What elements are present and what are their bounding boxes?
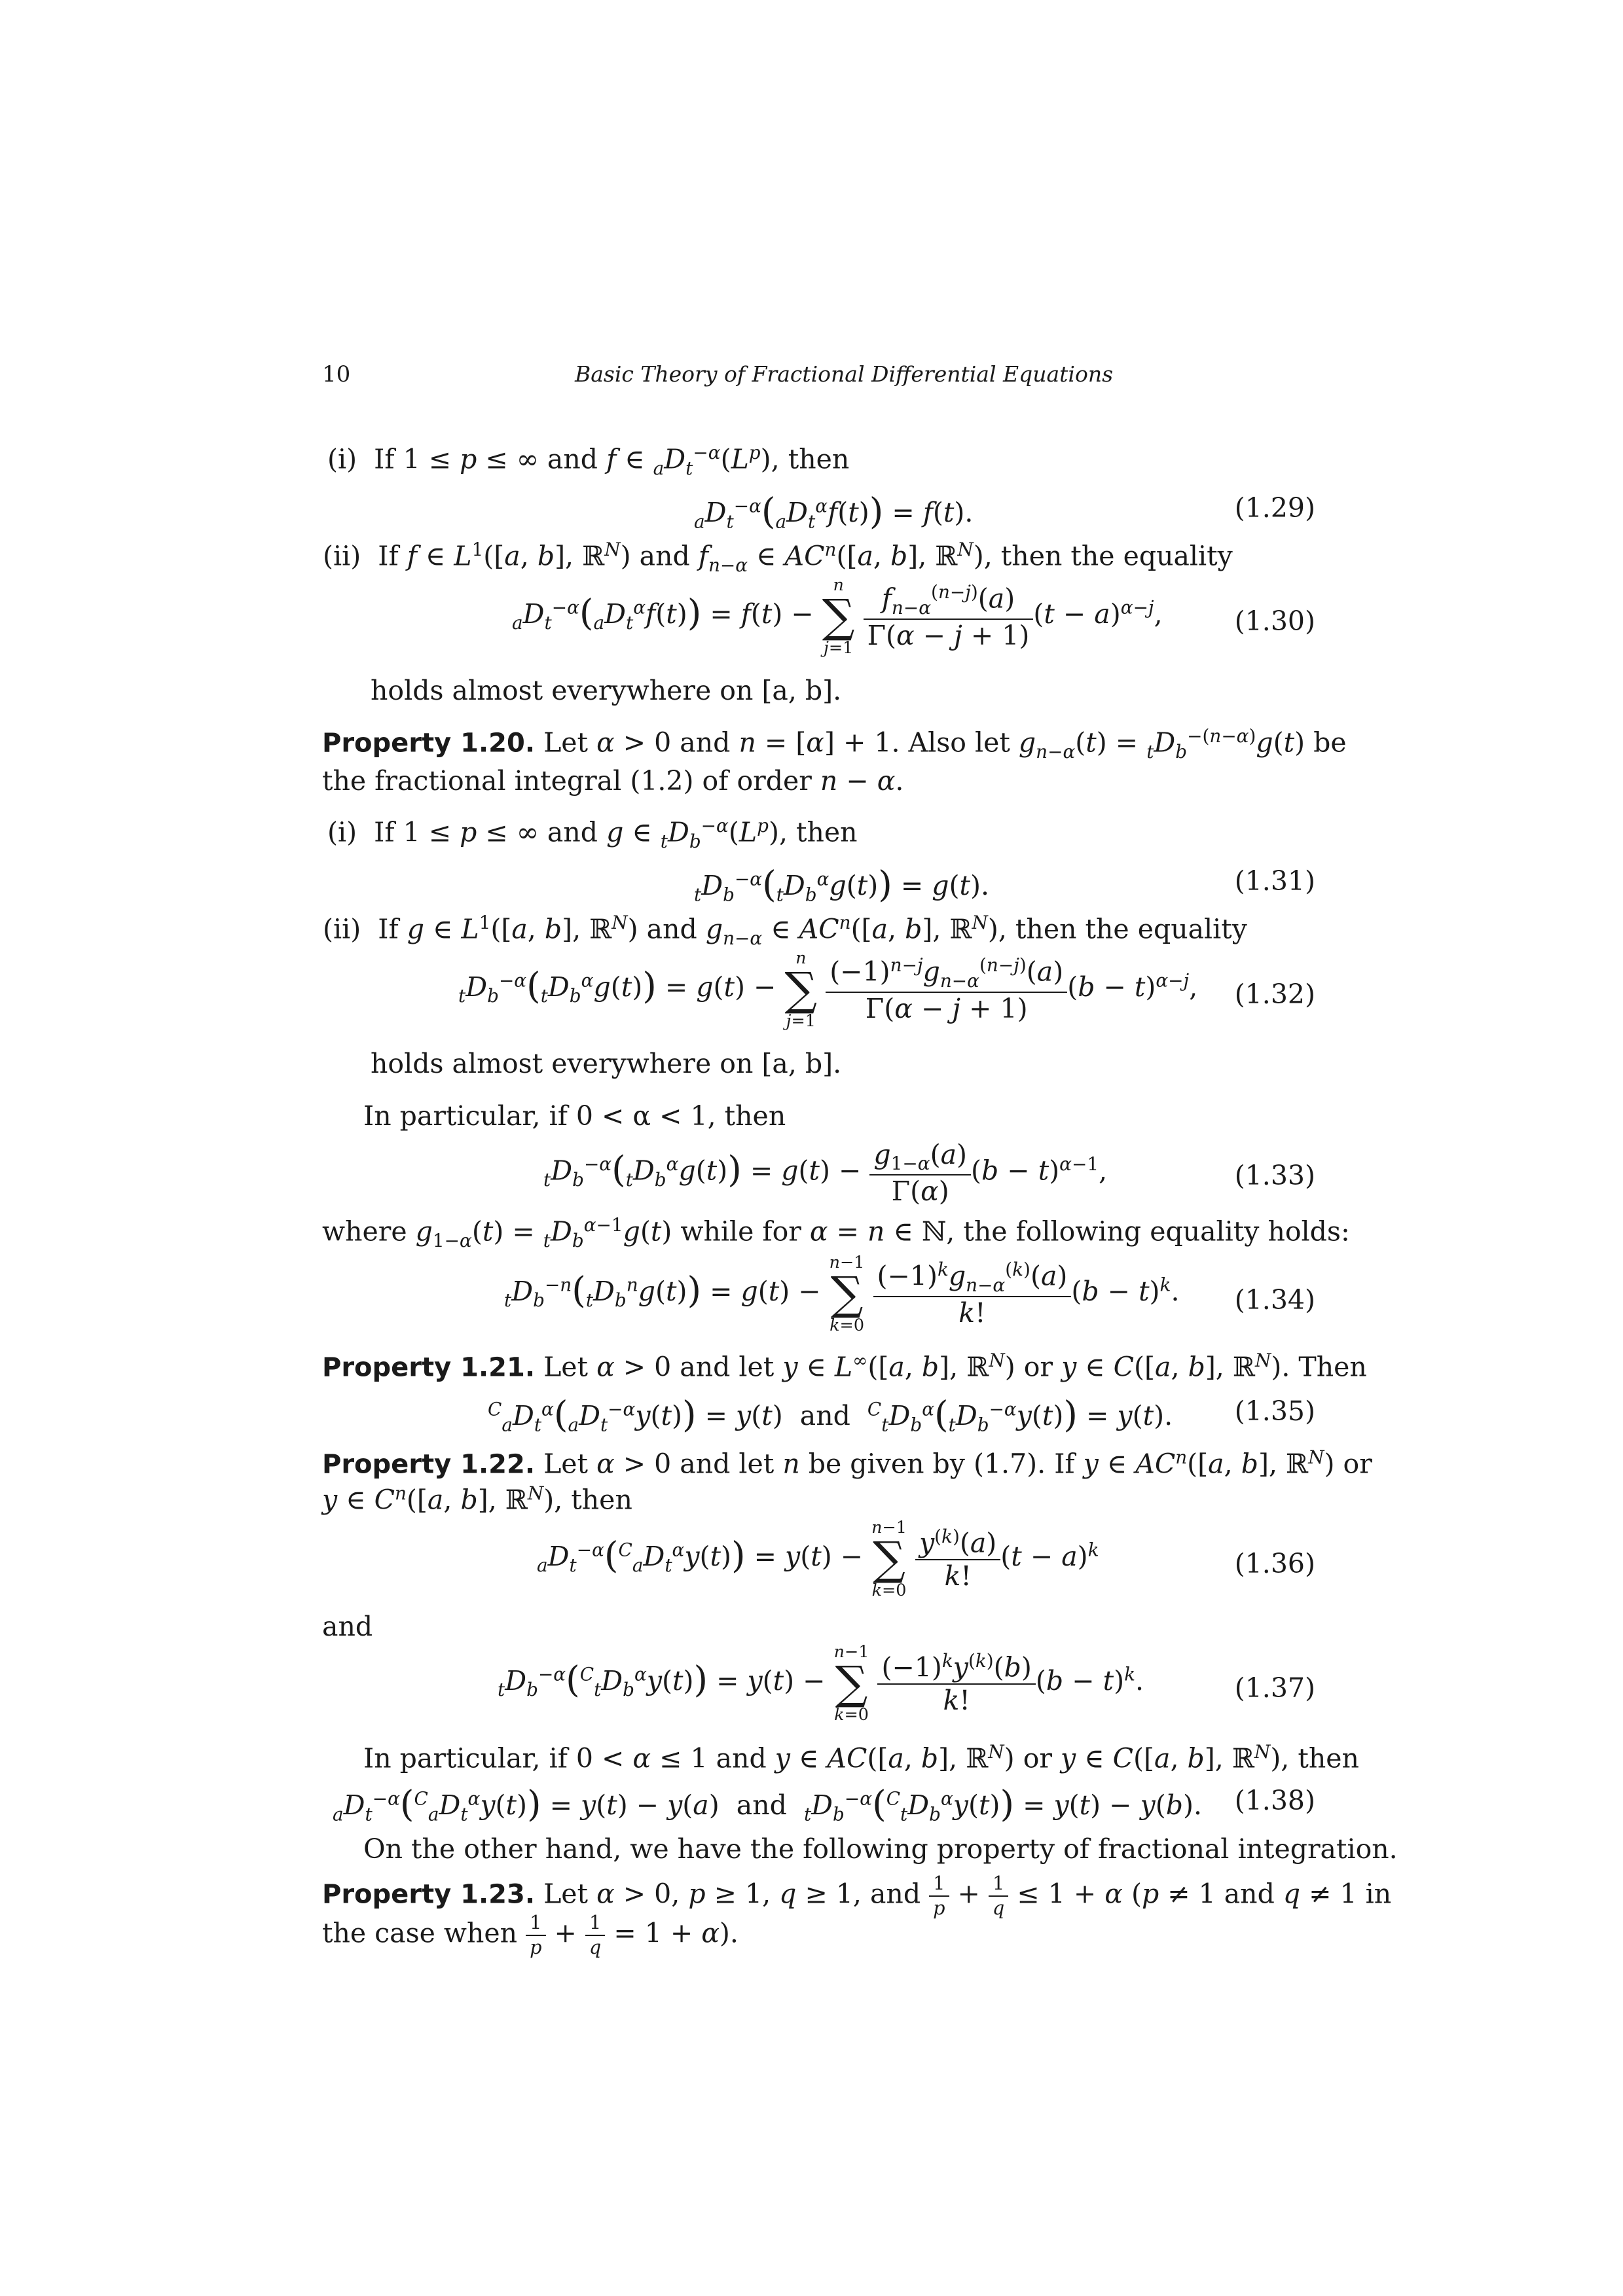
- equation-1-30: $_aD_t^{-\alpha}(_aD_t^\alpha f(t)) = f(t)$ − n ∑ j=1 $\frac{f_{n-\alpha}^{(n-j)}(a)}{\Gamma(\alpha - j + 1)}$ $(t - a)^{\alpha-j}$,: [512, 575, 1163, 658]
- equation-1-34: $_tD_b^{-n}(_tD_b^ng(t)) = g(t)$ − n−1 ∑ k=0 $\frac{(-1)^kg_{n-\alpha}^{(k)}(a)}{k!}$ $(b - t)^k$.: [504, 1252, 1180, 1335]
- holds-text-1: holds almost everywhere on [a, b].: [371, 675, 842, 706]
- running-title: Basic Theory of Fractional Differential Equations: [575, 361, 1114, 387]
- item-i-2: (i) If 1 ≤ p ≤ ∞ and g ∈ $_tD_b^{-\alpha}(L^p)$, then: [327, 815, 858, 852]
- eq-number-1-34: (1.34): [1234, 1284, 1315, 1316]
- in-particular-2: In particular, if 0 < α ≤ 1 and y ∈ AC([a, b], ℝ$^N$) or y ∈ C([a, b], ℝ$^N$), then: [363, 1741, 1359, 1774]
- equation-1-37: $_tD_b^{-\alpha}(^C_tD_b^\alpha y(t)) = y(t)$ − n−1 ∑ k=0 $\frac{(-1)^ky^{(k)}(b)}{k!}$ $(b - t)^k$.: [498, 1641, 1144, 1725]
- property-1-20-line2: the fractional integral (1.2) of order n − α.: [322, 765, 904, 797]
- property-1-21-label: Property 1.21.: [322, 1352, 536, 1383]
- equation-1-38: $_aD_t^{-\alpha}(^C_aD_t^\alpha y(t)) = y(t) - y(a)$ and $_tD_b^{-\alpha}(^C_tD_b^\alpha y(t)) = y(t) - y(b)$.: [333, 1784, 1202, 1825]
- property-1-20-label: Property 1.20.: [322, 728, 536, 759]
- property-1-22-label: Property 1.22.: [322, 1449, 536, 1480]
- property-1-23: Property 1.23. Let α > 0, p ≥ 1, q ≥ 1, and $\frac{1}{p}$ + $\frac{1}{q}$ ≤ 1 + α (p ≠ 1 and q ≠ 1 in: [322, 1872, 1392, 1919]
- property-1-23-label: Property 1.23.: [322, 1879, 536, 1910]
- property-1-21: Property 1.21. Let α > 0 and let y ∈ L∞([a, b], ℝ$^N$) or y ∈ C([a, b], ℝ$^N$). Then: [322, 1350, 1367, 1383]
- holds-text-2: holds almost everywhere on [a, b].: [371, 1048, 842, 1079]
- property-1-23-line2: the case when $\frac{1}{p}$ + $\frac{1}{q}$ = 1 + α).: [322, 1911, 739, 1958]
- equation-1-31: $_tD_b^{-\alpha}(_tD_b^\alpha g(t)) = g(t)$.: [694, 864, 989, 906]
- equation-1-36: $_aD_t^{-\alpha}(^C_aD_t^\alpha y(t)) = y(t)$ − n−1 ∑ k=0 $\frac{y^{(k)}(a)}{k!}$ $(t - a)^k$: [537, 1517, 1099, 1600]
- item-i-1: (i) If 1 ≤ p ≤ ∞ and f ∈ $_aD_t^{-\alpha}(L^p)$, then: [327, 442, 850, 479]
- equation-1-29: $_aD_t^{-\alpha}(_aD_t^\alpha f(t)) = f(t)$.: [694, 491, 974, 533]
- eq-number-1-35: (1.35): [1234, 1395, 1315, 1427]
- equation-1-35: $^C_aD_t^\alpha(_aD_t^{-\alpha}y(t)) = y(t)$ and $^C_tD_b^\alpha(_tD_b^{-\alpha}y(t)) = y(t)$.: [488, 1394, 1173, 1436]
- equation-1-33: $_tD_b^{-\alpha}(_tD_b^\alpha g(t)) = g(t)$ − $\frac{g_{1-\alpha}(a)}{\Gamma(\alpha)}$ $(b - t)^{\alpha-1}$,: [543, 1139, 1108, 1208]
- eq-number-1-36: (1.36): [1234, 1548, 1315, 1579]
- eq-number-1-33: (1.33): [1234, 1160, 1315, 1191]
- eq-number-1-38: (1.38): [1234, 1785, 1315, 1816]
- eq-number-1-30: (1.30): [1234, 605, 1315, 637]
- eq-number-1-31: (1.31): [1234, 865, 1315, 897]
- eq-number-1-37: (1.37): [1234, 1672, 1315, 1704]
- property-1-20: Property 1.20. Let α > 0 and n = [α] + 1. Also let $g_{n-\alpha}(t) = _tD_b^{-(n-\alpha)}g(t)$ be: [322, 725, 1347, 762]
- eq-number-1-32: (1.32): [1234, 978, 1315, 1010]
- equation-1-32: $_tD_b^{-\alpha}(_tD_b^\alpha g(t)) = g(t)$ − n ∑ j=1 $\frac{(-1)^{n-j}g_{n-\alpha}^{(n-j)}(a)}{\Gamma(\alpha - j + 1)}$ $(b - t)^{\alpha-j}$,: [458, 948, 1198, 1031]
- property-1-22: Property 1.22. Let α > 0 and let n be given by (1.7). If y ∈ $AC^n([a$, b], ℝ$^N$) or: [322, 1446, 1372, 1480]
- item-ii-1: (ii) If f ∈ $L^1([a$, b], ℝ$^N$) and $f_{n-\alpha}$ ∈ $AC^n([a$, b], ℝ$^N$), then the equality: [323, 539, 1233, 576]
- where-line: where $g_{1-\alpha}(t) = _tD_b^{\alpha-1}g(t)$ while for α = n ∈ ℕ, the following equality holds:: [322, 1214, 1350, 1251]
- in-particular-1: In particular, if 0 < α < 1, then: [363, 1100, 786, 1132]
- eq-number-1-29: (1.29): [1234, 492, 1315, 524]
- page-number: 10: [322, 361, 351, 387]
- property-1-22-line2: y ∈ $C^n([a$, b], ℝ$^N$), then: [322, 1482, 632, 1516]
- other-hand-text: On the other hand, we have the following property of fractional integration.: [363, 1833, 1398, 1865]
- and-word: and: [322, 1611, 373, 1642]
- item-ii-2: (ii) If g ∈ $L^1([a$, b], ℝ$^N$) and $g_{n-\alpha}$ ∈ $AC^n([a$, b], ℝ$^N$), then the equality: [323, 912, 1247, 949]
